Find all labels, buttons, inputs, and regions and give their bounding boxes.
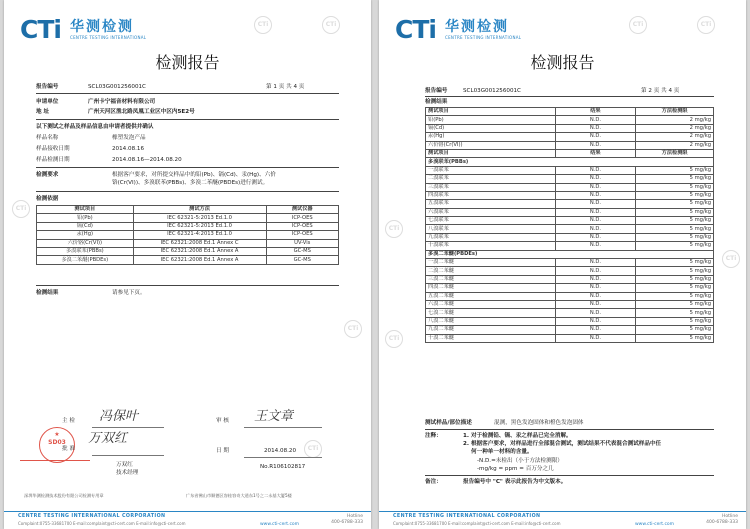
header-item: 测试项目 — [426, 108, 556, 116]
table-row — [426, 317, 714, 325]
note-2: 2. 根据客户要求，对样品进行全部混合测试，测试结果不代表混合测试样品中任 — [463, 441, 662, 447]
table-row — [426, 300, 714, 308]
divider — [36, 93, 339, 94]
inspector-label: 主 检 — [62, 418, 75, 424]
table-row — [37, 214, 339, 222]
test-item: 镉(Cd) — [37, 222, 134, 230]
detection-limit: 5 mg/kg — [636, 267, 714, 275]
detection-limit: 5 mg/kg — [636, 292, 714, 300]
result-item: 九溴二苯醚 — [426, 326, 556, 334]
result-item: 二溴二苯醚 — [426, 267, 556, 275]
result-value: N.D. — [555, 233, 636, 241]
test-method: IEC 62321:2008 Ed.1 Annex A — [133, 256, 266, 264]
detection-limit: 5 mg/kg — [636, 275, 714, 283]
seal-code: SD03 — [48, 439, 66, 446]
basis-table — [36, 205, 339, 265]
result-item: 六价铬(Cr(VI)) — [426, 141, 556, 149]
signature-line — [244, 457, 322, 458]
detection-limit: 2 mg/kg — [636, 116, 714, 124]
watermark-icon: CTi — [697, 16, 715, 34]
detection-limit: 5 mg/kg — [636, 300, 714, 308]
table-row — [426, 183, 714, 191]
result-item: 汞(Hg) — [426, 133, 556, 141]
watermark-icon: CTi — [322, 16, 340, 34]
result-item: 三溴二苯醚 — [426, 275, 556, 283]
basis-label: 检测依据 — [36, 196, 59, 202]
requirement-line-1: 根据客户要求，对所提交样品中的铅(Pb)、镉(Cd)、汞(Hg)、六价 — [112, 172, 276, 178]
result-item: 六溴二苯醚 — [426, 300, 556, 308]
footer-company: CENTRE TESTING INTERNATIONAL CORPORATION — [393, 514, 541, 519]
result-item: 十溴联苯 — [426, 242, 556, 250]
test-item: 多溴二苯醚(PBDEs) — [37, 256, 134, 264]
test-method: IEC 62321:2008 Ed.1 Annex C — [133, 239, 266, 247]
test-method: IEC 62321-5:2013 Ed.1.0 — [133, 222, 266, 230]
confirm-title: 以下测试之样品及样品信息由申请者提供并确认 — [36, 124, 154, 130]
note-4: -mg/kg = ppm = 百万分之几 — [477, 466, 554, 472]
result-value: N.D. — [555, 166, 636, 174]
note-2b: 何一种单一材料的含量。 — [471, 449, 533, 455]
detection-limit: 5 mg/kg — [636, 284, 714, 292]
table-row — [426, 200, 714, 208]
test-item: 多溴联苯(PBBs) — [37, 247, 134, 255]
note-3: -N.D.=未检出（小于方法检测限） — [477, 458, 563, 464]
table-row — [426, 225, 714, 233]
section-title: 多溴二苯醚(PBDEs) — [426, 250, 714, 258]
test-instrument: ICP-OES — [266, 231, 339, 239]
table-row — [426, 275, 714, 283]
result-item: 七溴二苯醚 — [426, 309, 556, 317]
result-value: N.D. — [555, 200, 636, 208]
page-info: 第 2 页 共 4 页 — [641, 88, 680, 94]
header-result: 结果 — [555, 149, 636, 157]
period-label: 样品检测日期 — [36, 157, 70, 163]
requirement-label: 检测要求 — [36, 172, 59, 178]
test-method: IEC 62321-4:2013 Ed.1.0 — [133, 231, 266, 239]
result-value: N.D. — [555, 259, 636, 267]
watermark-icon: CTi — [304, 440, 322, 458]
footer-site[interactable]: www.cti-cert.com — [635, 522, 675, 527]
detection-limit: 2 mg/kg — [636, 141, 714, 149]
approver-signature: 万双红 — [88, 431, 128, 446]
remark: 报告编号中 "C" 表示此报告为中文版本。 — [463, 479, 567, 485]
results-table — [425, 107, 714, 343]
divider — [36, 119, 339, 120]
result-item: 八溴联苯 — [426, 225, 556, 233]
hotline-number: 400-6788-333 — [706, 520, 738, 525]
detection-limit: 5 mg/kg — [636, 217, 714, 225]
table-row — [426, 133, 714, 141]
result-item: 八溴二苯醚 — [426, 317, 556, 325]
address-label: 地 址 — [36, 109, 50, 115]
report-page-1 — [4, 0, 371, 529]
report-date: 2014.08.20 — [264, 448, 297, 454]
result-item: 十溴二苯醚 — [426, 334, 556, 342]
detection-limit: 5 mg/kg — [636, 334, 714, 342]
detection-limit: 5 mg/kg — [636, 166, 714, 174]
footer-site[interactable]: www.cti-cert.com — [260, 522, 300, 527]
detection-limit: 5 mg/kg — [636, 259, 714, 267]
result-value: N.D. — [555, 334, 636, 342]
table-row — [426, 242, 714, 250]
section-row — [426, 158, 714, 166]
table-row — [426, 124, 714, 132]
table-row — [426, 309, 714, 317]
test-period: 2014.08.16—2014.08.20 — [112, 157, 182, 163]
page-footer — [379, 511, 746, 529]
section-row — [426, 250, 714, 258]
detection-limit: 5 mg/kg — [636, 225, 714, 233]
desc-label: 测试样品/部位描述 — [425, 420, 472, 426]
hotline-label: Hotline — [346, 514, 363, 519]
result-value: N.D. — [555, 292, 636, 300]
footer-contact: Complaint:0755-33681700 E-mail:complaint@cti-cert.com E-mail:info@cti-cert.com — [393, 521, 561, 526]
logo-mark: CTi — [20, 15, 61, 44]
divider — [425, 475, 714, 476]
watermark-icon: CTi — [722, 250, 740, 268]
result-item: 四溴联苯 — [426, 191, 556, 199]
watermark-icon: CTi — [254, 16, 272, 34]
watermark-icon: CTi — [12, 200, 30, 218]
header-limit: 方法检测限 — [636, 149, 714, 157]
logo-en: CENTRE TESTING INTERNATIONAL — [70, 35, 147, 40]
divider — [425, 429, 714, 430]
detection-limit: 5 mg/kg — [636, 191, 714, 199]
logo-cn: 华测检测 — [445, 19, 509, 35]
divider — [425, 96, 714, 97]
stamp-caption: 深圳华测检测技术股份有限公司检测专用章 — [24, 493, 104, 498]
sample-description: 混测，黑色发泡固体和橙色发泡固体 — [494, 420, 584, 426]
result-item: 九溴联苯 — [426, 233, 556, 241]
sample-name: 橡塑发泡产品 — [112, 135, 146, 141]
table-row — [37, 222, 339, 230]
header-item: 测试项目 — [426, 149, 556, 157]
remark-label: 备注： — [425, 479, 442, 485]
logo-mark: CTi — [395, 15, 436, 44]
signature-line — [244, 427, 322, 428]
table-row — [426, 208, 714, 216]
result-value: N.D. — [555, 124, 636, 132]
section-title: 多溴联苯(PBBs) — [426, 158, 714, 166]
result-value: N.D. — [555, 275, 636, 283]
header-instrument: 测试仪器 — [266, 206, 339, 214]
lab-address: 广东省佛山市顺德区容桂容奇大道东1号之二永基大厦5楼 — [186, 493, 292, 498]
result-item: 七溴联苯 — [426, 217, 556, 225]
note-label: 注释： — [425, 433, 442, 439]
test-item: 汞(Hg) — [37, 231, 134, 239]
logo-en: CENTRE TESTING INTERNATIONAL — [445, 35, 522, 40]
header-result: 结果 — [555, 108, 636, 116]
table-row — [426, 166, 714, 174]
page-footer — [4, 511, 371, 529]
result-item: 三溴联苯 — [426, 183, 556, 191]
header-limit: 方法检测限 — [636, 108, 714, 116]
cert-number: No.R106102817 — [260, 464, 306, 470]
detection-limit: 2 mg/kg — [636, 124, 714, 132]
table-row — [426, 284, 714, 292]
table-row — [37, 239, 339, 247]
footer-hotline — [331, 514, 363, 526]
table-header-row — [426, 108, 714, 116]
result-value: N.D. — [555, 191, 636, 199]
result-value: N.D. — [555, 225, 636, 233]
note-1: 1. 对于检测铅、镉、汞之样品已完全消解。 — [463, 433, 572, 439]
test-instrument: ICP-OES — [266, 222, 339, 230]
result-value: N.D. — [555, 267, 636, 275]
table-row — [426, 326, 714, 334]
result-item: 一溴二苯醚 — [426, 259, 556, 267]
footer-contact: Complaint:0755-33681700 E-mail:complaint@cti-cert.com E-mail:info@cti-cert.com — [18, 521, 186, 526]
report-no-label: 报告编号 — [425, 88, 448, 94]
detection-limit: 5 mg/kg — [636, 183, 714, 191]
received-date: 2014.08.16 — [112, 146, 145, 152]
table-row — [426, 116, 714, 124]
result-value: N.D. — [555, 208, 636, 216]
stamp-line — [20, 460, 90, 461]
watermark-icon: CTi — [629, 16, 647, 34]
hotline-label: Hotline — [721, 514, 738, 519]
test-instrument: GC-MS — [266, 256, 339, 264]
report-no-label: 报告编号 — [36, 84, 59, 90]
page-info: 第 1 页 共 4 页 — [266, 84, 305, 90]
result-item: 五溴联苯 — [426, 200, 556, 208]
star-icon: ★ — [54, 431, 60, 438]
table-row — [426, 259, 714, 267]
result-item: 二溴联苯 — [426, 175, 556, 183]
table-row — [426, 217, 714, 225]
signature-line — [92, 427, 164, 428]
detection-limit: 5 mg/kg — [636, 242, 714, 250]
page-title: 检测报告 — [155, 53, 220, 72]
signature-line — [92, 455, 164, 456]
result-value: N.D. — [555, 242, 636, 250]
approver-name: 万双红 — [116, 462, 133, 468]
header-item: 测试项目 — [37, 206, 134, 214]
footer-hotline — [706, 514, 738, 526]
approver-title: 技术经理 — [116, 470, 139, 476]
approve-label: 批 准 — [62, 446, 75, 452]
result-value: N.D. — [555, 175, 636, 183]
result-value: N.D. — [555, 300, 636, 308]
footer-company: CENTRE TESTING INTERNATIONAL CORPORATION — [18, 514, 166, 519]
report-no: SCL03G001256001C — [88, 84, 146, 90]
table-header-row — [37, 206, 339, 214]
inspector-signature: 冯保叶 — [99, 409, 139, 424]
address: 广州天河区渔北路凤凰工业区中区内5E2号 — [88, 109, 195, 115]
table-row — [426, 175, 714, 183]
table-row — [426, 141, 714, 149]
received-label: 样品接收日期 — [36, 146, 70, 152]
report-no: SCL03G001256001C — [463, 88, 521, 94]
test-method: IEC 62321:2008 Ed.1 Annex A — [133, 247, 266, 255]
conclusion: 请参见下页。 — [112, 290, 146, 296]
table-row — [426, 292, 714, 300]
test-instrument: ICP-OES — [266, 214, 339, 222]
result-value: N.D. — [555, 317, 636, 325]
watermark-icon: CTi — [385, 220, 403, 238]
table-header-row — [426, 149, 714, 157]
result-value: N.D. — [555, 116, 636, 124]
detection-limit: 5 mg/kg — [636, 326, 714, 334]
report-page-2 — [379, 0, 746, 529]
logo-cn: 华测检测 — [70, 19, 134, 35]
result-value: N.D. — [555, 284, 636, 292]
result-value: N.D. — [555, 217, 636, 225]
test-method: IEC 62321-5:2013 Ed.1.0 — [133, 214, 266, 222]
result-value: N.D. — [555, 133, 636, 141]
test-item: 六价铬(Cr(VI)) — [37, 239, 134, 247]
detection-limit: 5 mg/kg — [636, 175, 714, 183]
result-value: N.D. — [555, 309, 636, 317]
applicant: 广州卡宁福音材料有限公司 — [88, 99, 156, 105]
applicant-label: 申请单位 — [36, 99, 59, 105]
result-item: 一溴联苯 — [426, 166, 556, 174]
divider — [36, 191, 339, 192]
date-label: 日 期 — [216, 448, 229, 454]
result-item: 四溴二苯醚 — [426, 284, 556, 292]
table-row — [426, 334, 714, 342]
detection-limit: 5 mg/kg — [636, 233, 714, 241]
sample-name-label: 样品名称 — [36, 135, 59, 141]
result-item: 六溴联苯 — [426, 208, 556, 216]
test-item: 铅(Pb) — [37, 214, 134, 222]
stamp-seal — [39, 427, 75, 463]
table-row — [426, 233, 714, 241]
table-row — [426, 267, 714, 275]
results-label: 检测结果 — [425, 99, 448, 105]
divider — [36, 285, 339, 286]
detection-limit: 2 mg/kg — [636, 133, 714, 141]
page-title: 检测报告 — [530, 53, 595, 72]
test-instrument: UV-Vis — [266, 239, 339, 247]
detection-limit: 5 mg/kg — [636, 200, 714, 208]
table-row — [37, 231, 339, 239]
reviewer-label: 审 核 — [216, 418, 229, 424]
detection-limit: 5 mg/kg — [636, 309, 714, 317]
divider — [36, 167, 339, 168]
detection-limit: 5 mg/kg — [636, 317, 714, 325]
reviewer-signature: 王文章 — [254, 409, 294, 424]
table-row — [426, 191, 714, 199]
watermark-icon: CTi — [385, 330, 403, 348]
result-value: N.D. — [555, 183, 636, 191]
result-item: 五溴二苯醚 — [426, 292, 556, 300]
result-value: N.D. — [555, 326, 636, 334]
detection-limit: 5 mg/kg — [636, 208, 714, 216]
result-item: 铅(Pb) — [426, 116, 556, 124]
conclusion-label: 检测结果 — [36, 290, 59, 296]
watermark-icon: CTi — [344, 320, 362, 338]
hotline-number: 400-6788-333 — [331, 520, 363, 525]
test-instrument: GC-MS — [266, 247, 339, 255]
result-value: N.D. — [555, 141, 636, 149]
requirement-line-2: 铬(Cr(VI))、多溴联苯(PBBs)、多溴二苯醚(PBDEs)进行测试。 — [112, 180, 269, 186]
table-row — [37, 247, 339, 255]
table-row — [37, 256, 339, 264]
result-item: 镉(Cd) — [426, 124, 556, 132]
header-method: 测试方法 — [133, 206, 266, 214]
